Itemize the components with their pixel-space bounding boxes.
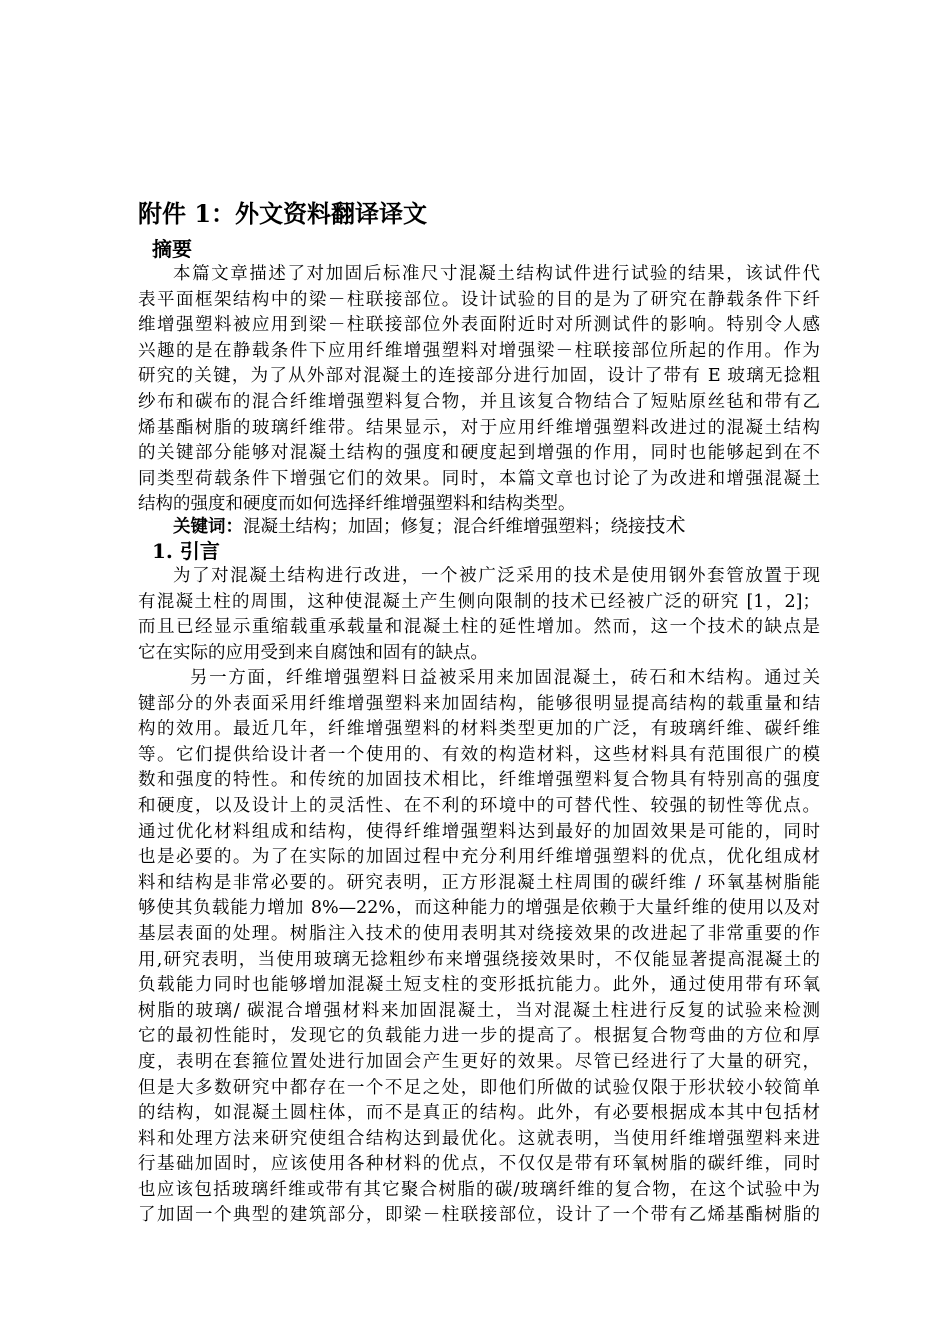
keywords-tail: 技术: [645, 513, 686, 537]
intro-line: 通过优化材料组成和结构，使得纤维增强塑料达到最好的加固效果是可能的，同时: [138, 821, 820, 842]
abstract-line: 表平面框架结构中的梁－柱联接部位。设计试验的目的是为了研究在静载条件下纤: [138, 289, 820, 310]
abstract-line: 本篇文章描述了对加固后标准尺寸混凝土结构试件进行试验的结果，该试件代: [173, 264, 820, 284]
abstract-line: 同类型荷载条件下增强它们的效果。同时，本篇文章也讨论了为改进和增强混凝土: [138, 468, 820, 489]
intro-line: 也应该包括玻璃纤维或带有其它聚合树脂的碳/玻璃纤维的复合物，在这个试验中为: [138, 1179, 820, 1200]
abstract-line: 的关键部分能够对混凝土结构的强度和硬度起到增强的作用，同时也能够起到在不: [138, 443, 820, 464]
intro-line: 而且已经显示重缩载重承载量和混凝土柱的延性增加。然而，这一个技术的缺点是: [138, 617, 820, 638]
introduction-paragraph-2: [138, 666, 820, 1229]
keywords-text: 混凝土结构；加固；修复；混合纤维增强塑料；绕接: [243, 517, 646, 537]
intro-line: 数和强度的特性。和传统的加固技术相比，纤维增强塑料复合物具有特别高的强度: [138, 770, 820, 791]
intro-line: 料和处理方法来研究使组合结构达到最优化。这就表明，当使用纤维增强塑料来进: [138, 1128, 820, 1149]
intro-line: 它在实际的应用受到来自腐蚀和固有的缺点。: [138, 642, 488, 663]
intro-line: 构的效用。最近几年，纤维增强塑料的材料类型更加的广泛，有玻璃纤维、碳纤维: [138, 719, 820, 740]
introduction-heading: 1. 引言: [152, 539, 220, 563]
abstract-paragraph: [138, 262, 820, 518]
abstract-line: 结构的强度和硬度而如何选择纤维增强塑料和结构类型。: [138, 494, 576, 515]
abstract-heading: 摘要: [152, 237, 192, 261]
intro-line: 为了对混凝土结构进行改进，一个被广泛采用的技术是使用钢外套管放置于现: [173, 566, 820, 586]
intro-line: 负载能力同时也能够增加混凝土短支柱的变形抵抗能力。此外，通过使用带有环氧: [138, 975, 820, 996]
intro-line: 键部分的外表面采用纤维增强塑料来加固结构，能够很明显提高结构的载重量和结: [138, 693, 820, 714]
intro-line: 度，表明在套箍位置处进行加固会产生更好的效果。尽管已经进行了大量的研究，: [138, 1051, 820, 1072]
intro-line: 行基础加固时，应该使用各种材料的优点，不仅仅是带有环氧树脂的碳纤维，同时: [138, 1154, 820, 1175]
intro-line: 它的最初性能时，发现它的负载能力进一步的提高了。根据复合物弯曲的方位和厚: [138, 1026, 820, 1047]
intro-line: 和硬度，以及设计上的灵活性、在不利的环境中的可替代性、较强的韧性等优点。: [138, 795, 820, 816]
intro-line: 等。它们提供给设计者一个使用的、有效的构造材料，这些材料具有范围很广的模: [138, 744, 820, 765]
abstract-line: 兴趣的是在静载条件下应用纤维增强塑料对增强梁－柱联接部位所起的作用。作为: [138, 340, 820, 361]
introduction-paragraph-1: [138, 564, 820, 666]
intro-line: 基层表面的处理。树脂注入技术的使用表明其对绕接效果的改进起了非常重要的作: [138, 923, 820, 944]
keywords-line: [173, 512, 686, 540]
intro-line: 树脂的玻璃/ 碳混合增强材料来加固混凝土，当对混凝土柱进行反复的试验来检测: [138, 1000, 820, 1021]
intro-line: 但是大多数研究中都存在一个不足之处，即他们所做的试验仅限于形状较小较简单: [138, 1077, 820, 1098]
intro-line: 料和结构是非常必要的。研究表明，正方形混凝土柱周围的碳纤维 / 环氧基树脂能: [138, 872, 820, 893]
intro-line: 用,研究表明，当使用玻璃无捻粗纱布来增强绕接效果时，不仅能显著提高混凝土的: [138, 949, 820, 970]
abstract-line: 研究的关键，为了从外部对混凝土的连接部分进行加固，设计了带有 E 玻璃无捻粗: [138, 366, 820, 387]
abstract-line: 维增强塑料被应用到梁－柱联接部位外表面附近时对所测试件的影响。特别令人感: [138, 315, 820, 336]
intro-line: 了加固一个典型的建筑部分，即梁－柱联接部位，设计了一个带有乙烯基酯树脂的: [138, 1205, 820, 1226]
intro-line: 另一方面，纤维增强塑料日益被采用来加固混凝土，砖石和木结构。通过关: [190, 668, 820, 688]
intro-line: 够使其负载能力增加 8%—22%，而这种能力的增强是依赖于大量纤维的使用以及对: [138, 898, 820, 919]
intro-line: 有混凝土柱的周围，这种使混凝土产生侧向限制的技术已经被广泛的研究 [1，2]；: [138, 591, 820, 612]
abstract-line: 烯基酯树脂的玻璃纤维带。结果显示，对于应用纤维增强塑料改进过的混凝土结构: [138, 417, 820, 438]
document-title: 附件 1：外文资料翻译译文: [138, 199, 428, 228]
intro-line: 也是必要的。为了在实际的加固过程中充分利用纤维增强塑料的优点，优化组成材: [138, 847, 820, 868]
abstract-line: 纱布和碳布的混合纤维增强塑料复合物，并且该复合物结合了短贴原丝毡和带有乙: [138, 391, 820, 412]
intro-line: 的结构，如混凝土圆柱体，而不是真正的结构。此外，有必要根据成本其中包括材: [138, 1103, 820, 1124]
keywords-label: 关键词：: [173, 517, 243, 537]
